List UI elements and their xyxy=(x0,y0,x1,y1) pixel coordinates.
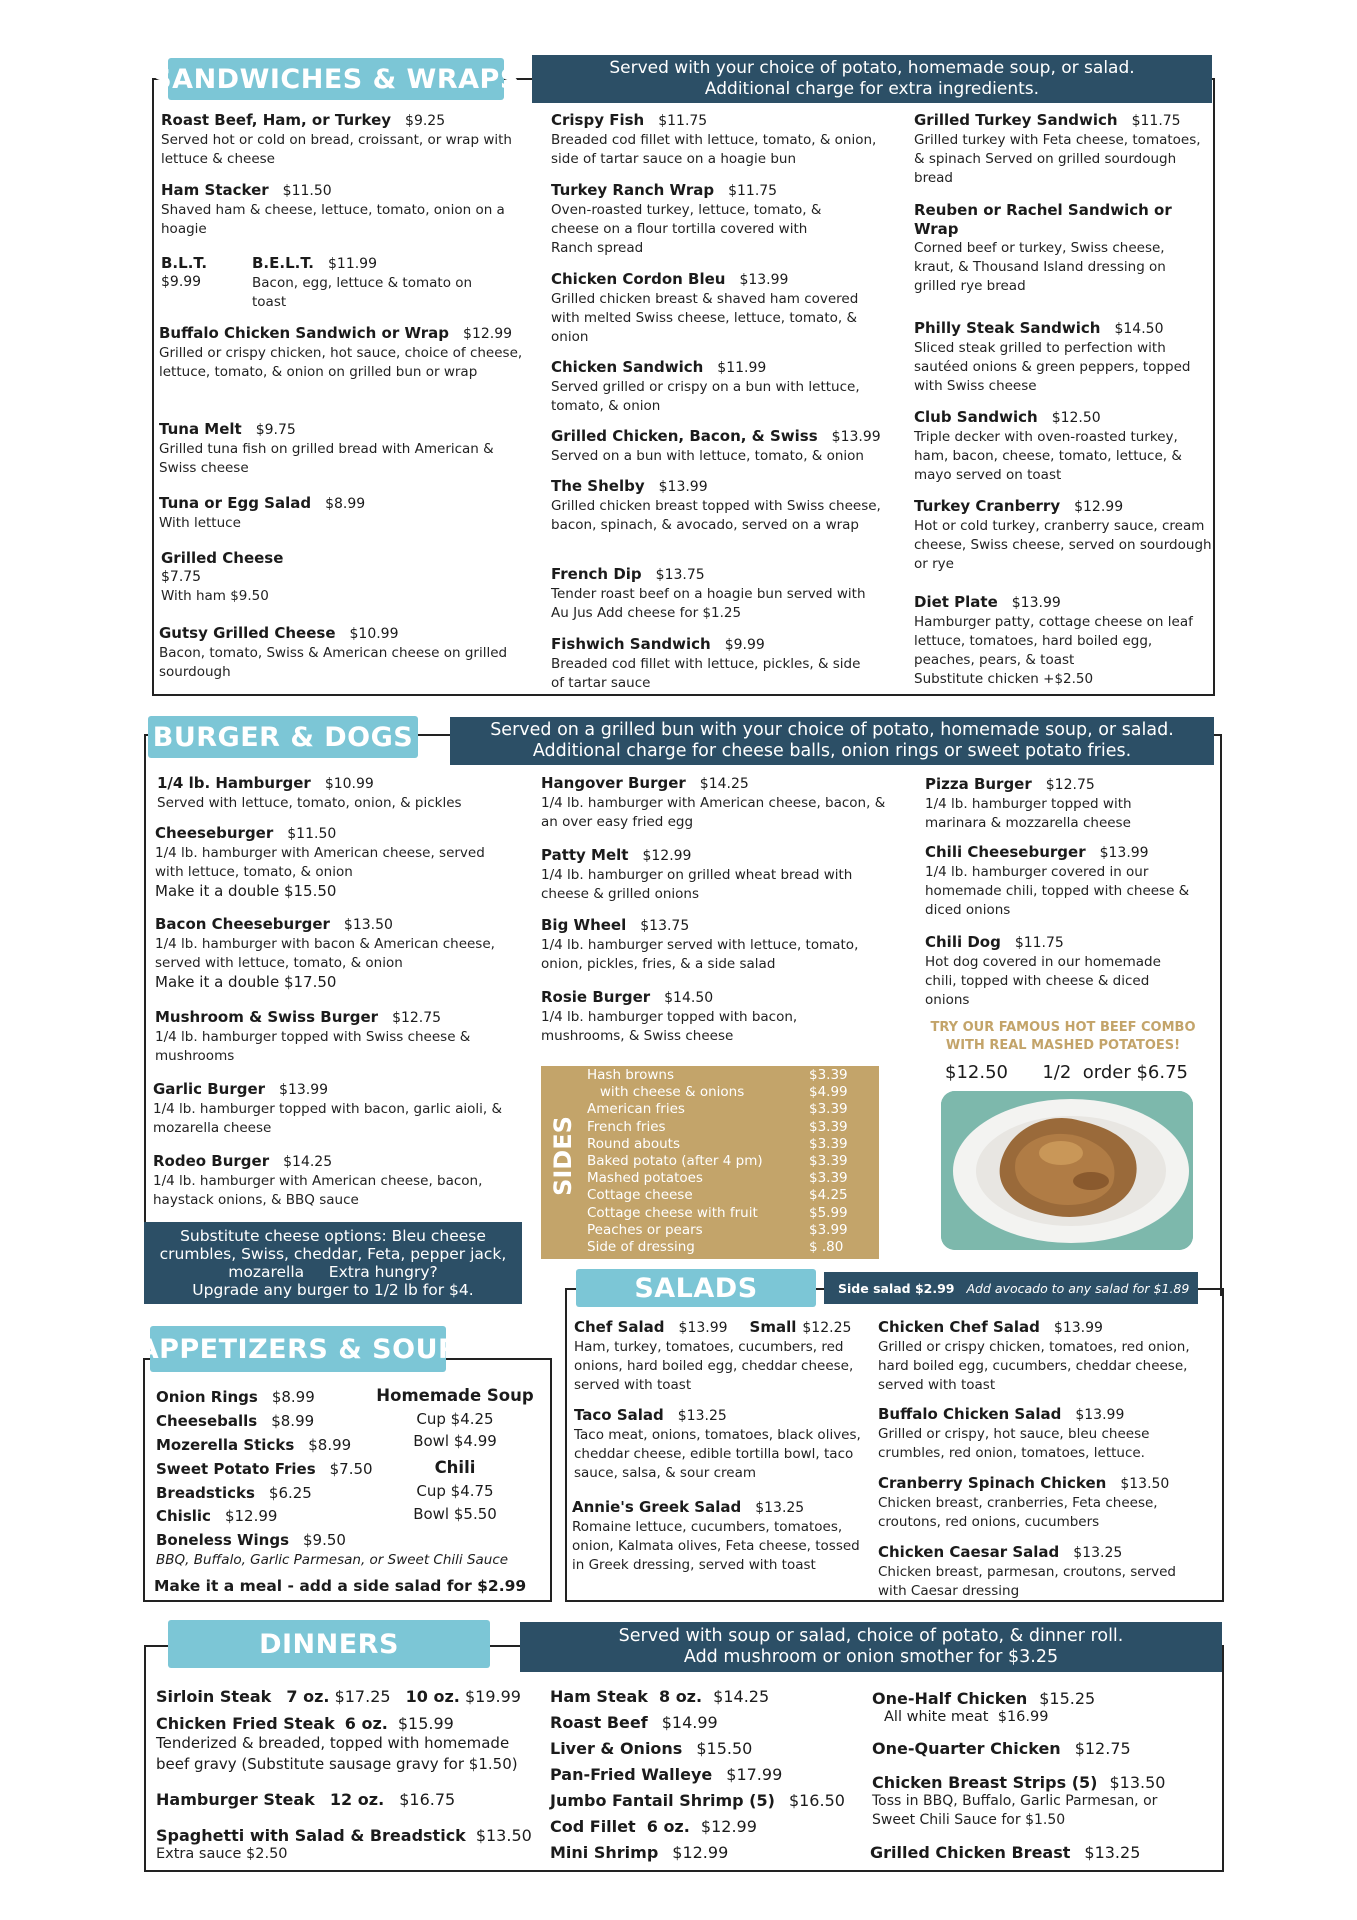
appetizer-item: Cheeseballs $8.99 xyxy=(156,1412,315,1430)
hot-beef-prices: $12.50 1/2 order $6.75 xyxy=(945,1062,1188,1083)
chili-cup: Cup $4.75 xyxy=(416,1482,494,1500)
sides-label: SIDES xyxy=(549,1116,577,1196)
menu-item: Mushroom & Swiss Burger $12.75 1/4 lb. hamburger topped with Swiss cheese & mushrooms xyxy=(155,1008,471,1064)
soup-cup: Cup $4.25 xyxy=(416,1410,494,1428)
appetizer-item: Chislic $12.99 xyxy=(156,1507,278,1525)
sandwiches-banner: Served with your choice of potato, homemade soup, or salad. Additional charge for extra ingredients. xyxy=(532,55,1212,103)
dinner-item: Cod Fillet 6 oz. $12.99 xyxy=(550,1817,757,1836)
menu-item: Hangover Burger $14.25 1/4 lb. hamburger with American cheese, bacon, & an over easy fried egg xyxy=(541,774,886,830)
soup-bowl: Bowl $4.99 xyxy=(413,1432,497,1450)
menu-item: Chicken Chef Salad $13.99 Grilled or crispy chicken, tomatoes, red onion, hard boiled egg, cucumbers, cheddar cheese, served with toast xyxy=(878,1318,1190,1393)
menu-item: Reuben or Rachel Sandwich or Wrap Corned beef or turkey, Swiss cheese, kraut, & Thousand Island dressing on grilled rye bread xyxy=(914,201,1172,294)
menu-item: Ham Stacker $11.50 Shaved ham & cheese, lettuce, tomato, onion on a hoagie xyxy=(161,181,505,237)
menu-item: Chili Dog $11.75 Hot dog covered in our homemade chili, topped with cheese & diced onions xyxy=(925,933,1161,1008)
menu-item: Rosie Burger $14.50 1/4 lb. hamburger topped with bacon, mushrooms, & Swiss cheese xyxy=(541,988,798,1044)
sandwiches-title: SANDWICHES & WRAPS xyxy=(168,58,504,100)
chili-bowl: Bowl $5.50 xyxy=(413,1505,497,1523)
menu-item: Chef Salad $13.99 Small $12.25 Ham, turkey, tomatoes, cucumbers, red onions, hard boiled egg, cheddar cheese, served with toast xyxy=(574,1318,854,1393)
substitute-cheese-box: Substitute cheese options: Bleu cheese crumbles, Swiss, cheddar, Feta, pepper jack, mozarella Extra hungry? Upgrade any burger to 1/2 lb for $4. xyxy=(144,1222,522,1304)
menu-item-belt: B.E.L.T. $11.99 Bacon, egg, lettuce & tomato on toast xyxy=(252,254,473,310)
appetizer-item: Boneless Wings $9.50 xyxy=(156,1531,346,1549)
dinner-item: Jumbo Fantail Shrimp (5) $16.50 xyxy=(550,1791,845,1810)
menu-item: 1/4 lb. Hamburger $10.99 Served with lettuce, tomato, onion, & pickles xyxy=(157,774,462,811)
menu-item-blt: B.L.T. $9.99 xyxy=(161,254,208,290)
hot-beef-photo-drawing xyxy=(941,1091,1193,1250)
sides-prices: $3.39 $4.99 $3.39 $3.39 $3.39 $3.39 $3.39 $4.25 $5.99 $3.99 $ .80 xyxy=(809,1067,848,1256)
menu-item: Rodeo Burger $14.25 1/4 lb. hamburger with American cheese, bacon, haystack onions, & BBQ sauce xyxy=(153,1152,483,1208)
appetizers-title: APPETIZERS & SOUP xyxy=(150,1326,446,1372)
menu-item: Roast Beef, Ham, or Turkey $9.25 Served hot or cold on bread, croissant, or wrap with lettuce & cheese xyxy=(161,111,512,167)
dinner-item: Liver & Onions $15.50 xyxy=(550,1739,753,1758)
menu-item: Cheeseburger $11.50 1/4 lb. hamburger with American cheese, served with lettuce, tomato, & onion Make it a double $15.50 xyxy=(155,824,485,900)
sides-panel xyxy=(541,1066,879,1259)
menu-item: Fishwich Sandwich $9.99 Breaded cod fillet with lettuce, pickles, & side of tartar sauce xyxy=(551,635,861,691)
dinner-item: Ham Steak 8 oz. $14.25 xyxy=(550,1687,770,1706)
dinner-item-sirloin: Sirloin Steak 7 oz. $17.25 10 oz. $19.99 xyxy=(156,1687,521,1706)
burgers-banner: Served on a grilled bun with your choice of potato, homemade soup, or salad. Additional charge for cheese balls, onion rings or sweet potato fries. xyxy=(450,717,1214,765)
dinner-item: Mini Shrimp $12.99 xyxy=(550,1843,729,1862)
menu-item: Tuna Melt $9.75 Grilled tuna fish on grilled bread with American & Swiss cheese xyxy=(159,420,494,476)
menu-item: Philly Steak Sandwich $14.50 Sliced steak grilled to perfection with sautéed onions & green peppers, topped with Swiss cheese xyxy=(914,319,1191,394)
menu-item: Pizza Burger $12.75 1/4 lb. hamburger topped with marinara & mozzarella cheese xyxy=(925,775,1132,831)
menu-item: Chili Cheeseburger $13.99 1/4 lb. hamburger covered in our homemade chili, topped with cheese & diced onions xyxy=(925,843,1190,918)
menu-item: Chicken Cordon Bleu $13.99 Grilled chicken breast & shaved ham covered with melted Swiss cheese, lettuce, tomato, & onion xyxy=(551,270,859,345)
hot-beef-photo xyxy=(941,1091,1193,1250)
menu-item: Garlic Burger $13.99 1/4 lb. hamburger topped with bacon, garlic aioli, & mozarella cheese xyxy=(153,1080,503,1136)
menu-item: The Shelby $13.99 Grilled chicken breast topped with Swiss cheese, bacon, spinach, & avocado, served on a wrap xyxy=(551,477,881,533)
menu-item: Grilled Chicken, Bacon, & Swiss $13.99 Served on a bun with lettuce, tomato, & onion xyxy=(551,427,881,464)
dinner-item: Pan-Fried Walleye $17.99 xyxy=(550,1765,783,1784)
salads-note-bar: Side salad $2.99 Add avocado to any salad for $1.89 xyxy=(824,1272,1198,1304)
menu-item: Buffalo Chicken Sandwich or Wrap $12.99 Grilled or crispy chicken, hot sauce, choice of cheese, lettuce, tomato, & onion on grilled bun or wrap xyxy=(159,324,523,380)
sides-items: Hash browns with cheese & onions American fries French fries Round abouts Baked potato (after 4 pm) Mashed potatoes Cottage cheese Cottage cheese with fruit Peaches or pears Side of dressing xyxy=(587,1067,763,1256)
meal-note: Make it a meal - add a side salad for $2.99 xyxy=(154,1577,527,1595)
salads-title: SALADS xyxy=(576,1269,816,1307)
appetizer-item: Breadsticks $6.25 xyxy=(156,1484,312,1502)
menu-item: Annie's Greek Salad $13.25 Romaine lettuce, cucumbers, tomatoes, onion, Kalmata olives, Feta cheese, tossed in Greek dressing, served with toast xyxy=(572,1498,860,1573)
menu-item: Club Sandwich $12.50 Triple decker with oven-roasted turkey, ham, bacon, cheese, tomato, lettuce, & mayo served on toast xyxy=(914,408,1182,483)
menu-item: Crispy Fish $11.75 Breaded cod fillet with lettuce, tomato, & onion, side of tartar sauce on a hoagie bun xyxy=(551,111,877,167)
dinner-item-chicken-fried-steak: Chicken Fried Steak 6 oz. $15.99 Tenderized & breaded, topped with homemade beef gravy (Substitute sausage gravy for $1.50) xyxy=(156,1714,518,1773)
dinner-item-spaghetti: Spaghetti with Salad & Breadstick $13.50 Extra sauce $2.50 xyxy=(156,1826,532,1862)
appetizer-item: Mozerella Sticks $8.99 xyxy=(156,1436,352,1454)
menu-item: Bacon Cheeseburger $13.50 1/4 lb. hamburger with bacon & American cheese, served with lettuce, tomato, & onion Make it a double $17.50 xyxy=(155,915,495,991)
dinners-banner: Served with soup or salad, choice of potato, & dinner roll. Add mushroom or onion smother for $3.25 xyxy=(520,1622,1222,1672)
menu-item: Taco Salad $13.25 Taco meat, onions, tomatoes, black olives, cheddar cheese, edible tortilla bowl, taco sauce, salsa, & sour cream xyxy=(574,1406,861,1481)
appetizer-item: Sweet Potato Fries $7.50 xyxy=(156,1460,373,1478)
dinners-title: DINNERS xyxy=(168,1620,490,1668)
menu-item: Gutsy Grilled Cheese $10.99 Bacon, tomato, Swiss & American cheese on grilled sourdough xyxy=(159,624,508,680)
appetizer-item: Onion Rings $8.99 xyxy=(156,1388,315,1406)
menu-item: Chicken Sandwich $11.99 Served grilled or crispy on a bun with lettuce, tomato, & onion xyxy=(551,358,860,414)
menu-item: Turkey Cranberry $12.99 Hot or cold turkey, cranberry sauce, cream cheese, Swiss cheese, served on sourdough or rye xyxy=(914,497,1212,572)
menu-item: Chicken Caesar Salad $13.25 Chicken breast, parmesan, croutons, served with Caesar dressing xyxy=(878,1543,1176,1599)
dinner-item-hamburger-steak: Hamburger Steak 12 oz. $16.75 xyxy=(156,1790,456,1809)
dinner-item-grilled-chicken-breast: Grilled Chicken Breast $13.25 xyxy=(870,1843,1141,1862)
menu-item: Buffalo Chicken Salad $13.99 Grilled or crispy, hot sauce, bleu cheese crumbles, red onion, tomatoes, lettuce. xyxy=(878,1405,1150,1461)
menu-item: Turkey Ranch Wrap $11.75 Oven-roasted turkey, lettuce, tomato, & cheese on a flour tortilla covered with Ranch spread xyxy=(551,181,822,256)
menu-item: Grilled Turkey Sandwich $11.75 Grilled turkey with Feta cheese, tomatoes, & spinach Served on grilled sourdough bread xyxy=(914,111,1201,186)
soup-title: Homemade Soup xyxy=(376,1386,534,1405)
dinner-item-chicken-strips: Chicken Breast Strips (5) $13.50 Toss in BBQ, Buffalo, Garlic Parmesan, or Sweet Chili Sauce for $1.50 xyxy=(872,1773,1166,1828)
menu-item: Patty Melt $12.99 1/4 lb. hamburger on grilled wheat bread with cheese & grilled onions xyxy=(541,846,853,902)
dinner-item-quarter-chicken: One-Quarter Chicken $12.75 xyxy=(872,1739,1131,1758)
dinner-item-half-chicken: One-Half Chicken $15.25 All white meat $16.99 xyxy=(872,1689,1096,1725)
dinner-item: Roast Beef $14.99 xyxy=(550,1713,718,1732)
menu-item: Cranberry Spinach Chicken $13.50 Chicken breast, cranberries, Feta cheese, croutons, red onions, cucumbers xyxy=(878,1474,1170,1530)
burgers-title: BURGER & DOGS xyxy=(148,716,418,758)
chili-title: Chili xyxy=(434,1458,476,1477)
hot-beef-promo: TRY OUR FAMOUS HOT BEEF COMBO WITH REAL MASHED POTATOES! xyxy=(930,1020,1196,1053)
menu-item: Tuna or Egg Salad $8.99 With lettuce xyxy=(159,494,366,531)
menu-item-grilled-cheese: Grilled Cheese $7.75 With ham $9.50 xyxy=(161,549,284,604)
menu-item: French Dip $13.75 Tender roast beef on a hoagie bun served with Au Jus Add cheese for $1.25 xyxy=(551,565,866,621)
menu-item: Diet Plate $13.99 Hamburger patty, cottage cheese on leaf lettuce, tomatoes, hard boiled egg, peaches, pears, & toast Substitute chicken +$2.50 xyxy=(914,593,1193,687)
menu-item: Big Wheel $13.75 1/4 lb. hamburger served with lettuce, tomato, onion, pickles, fries, & a side salad xyxy=(541,916,859,972)
wings-sauce-note: BBQ, Buffalo, Garlic Parmesan, or Sweet Chili Sauce xyxy=(156,1552,509,1568)
